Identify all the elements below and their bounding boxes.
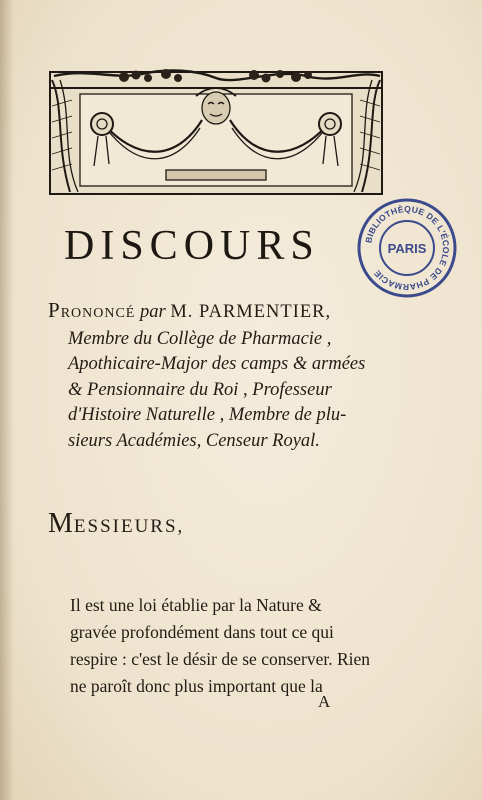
signature-mark: A (318, 692, 331, 711)
stamp-center-text: PARIS (387, 241, 427, 256)
author-byline: PRONONCÉ par M. PARMENTIER, Membre du Collège de Pharmacie , Apothicaire-Major des camps & armées & Pensionnaire du Roi , Professeur d'Histoire Naturelle , Membre de plu- sieurs Académies, Censeur Royal. (48, 298, 400, 454)
byline-line: Apothicaire-Major des camps & armées (68, 354, 366, 374)
body-line: gravée profondément dans tout ce qui (70, 622, 334, 642)
body-line: ne paroît donc plus important que la (70, 676, 323, 696)
library-stamp (355, 196, 459, 300)
spine-shadow (0, 0, 14, 800)
body-paragraph (70, 592, 396, 700)
byline-par: par (139, 302, 166, 322)
stamp-outer-text: BIBLIOTHÈQUE DE L'ÉCOLE DE PHARMACIE (363, 203, 452, 293)
headpiece-ornament (46, 66, 386, 198)
byline-line: sieurs Académies, Censeur Royal. (68, 430, 320, 451)
page-title: DISCOURS (64, 223, 320, 269)
body-line: Il est une loi établie par la Nature & (70, 595, 322, 615)
byline-lead: PRONONCÉ (48, 298, 136, 322)
body-line: respire : c'est le désir de se conserver. Rien (70, 649, 371, 669)
author-name: M. PARMENTIER (170, 302, 326, 322)
byline-line: & Pensionnaire du Roi , Professeur (68, 379, 332, 400)
salutation: MESSIEURS, (48, 508, 185, 539)
byline-line: d'Histoire Naturelle , Membre de plu- (68, 405, 347, 425)
byline-line: Membre du Collège de Pharmacie , (68, 328, 332, 349)
